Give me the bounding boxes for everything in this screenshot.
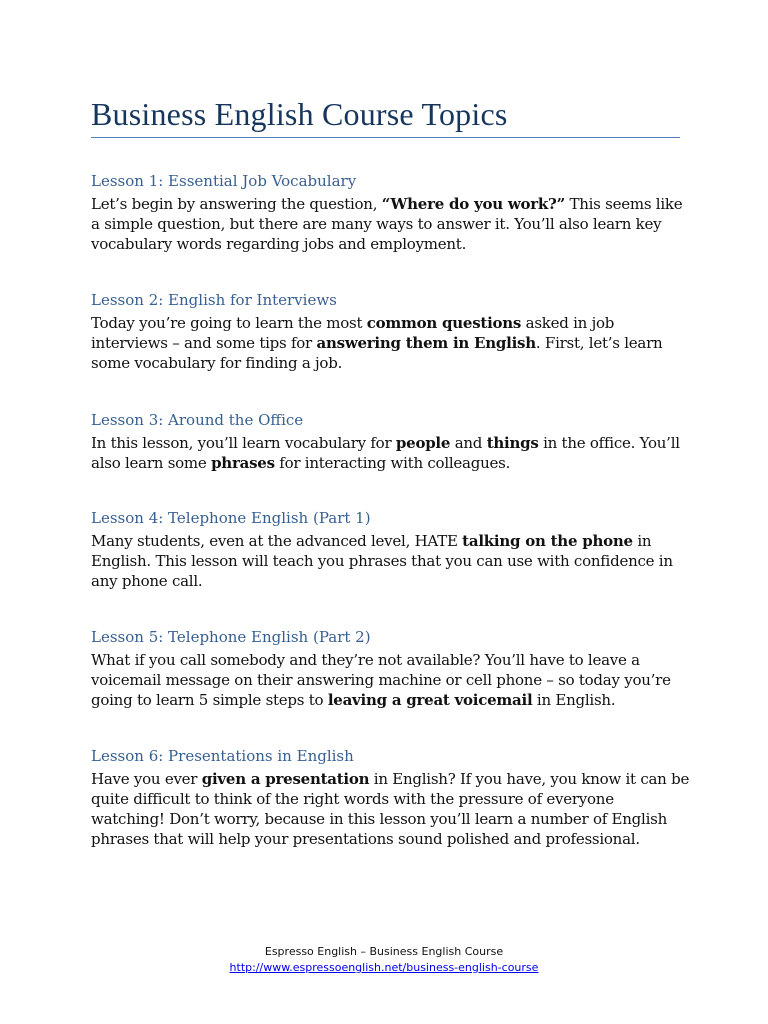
- lesson-body: [91, 769, 691, 849]
- lesson-heading: Lesson 3: Around the Office: [91, 411, 304, 429]
- body-text: asked in job interviews – and some tips for: [91, 314, 615, 352]
- lesson-body: [91, 313, 691, 373]
- emphasis-text: given a presentation: [201, 770, 370, 788]
- footer-course-link[interactable]: http://www.espressoenglish.net/business-english-course: [229, 961, 539, 974]
- lesson-heading: Lesson 1: Essential Job Vocabulary: [91, 172, 357, 190]
- emphasis-text: “Where do you work?”: [381, 195, 565, 213]
- emphasis-text: answering them in English: [316, 334, 536, 352]
- body-text: and: [450, 434, 487, 452]
- lesson-2: [91, 289, 691, 373]
- emphasis-text: things: [486, 434, 539, 452]
- emphasis-text: leaving a great voicemail: [327, 691, 533, 709]
- emphasis-text: common questions: [366, 314, 522, 332]
- body-text: What if you call somebody and they’re not available? You’ll have to leave a voicemail message on their answering machine or cell phone – so today you’re going to learn 5 simple steps to: [91, 651, 671, 709]
- body-text: In this lesson, you’ll learn vocabulary for: [91, 434, 396, 452]
- body-text: Many students, even at the advanced level, HATE: [91, 532, 463, 550]
- body-text: in English.: [532, 691, 616, 709]
- body-text: Today you’re going to learn the most: [91, 314, 367, 332]
- lesson-body: [91, 650, 691, 710]
- lesson-4: [91, 507, 691, 591]
- lesson-body: [91, 194, 691, 254]
- footer-course-name: Espresso English – Business English Course: [264, 945, 504, 958]
- lesson-heading: Lesson 2: English for Interviews: [91, 291, 337, 309]
- document-title: Business English Course Topics: [91, 96, 508, 132]
- body-text: in the office. You’ll also learn some: [91, 434, 680, 472]
- body-text: for interacting with colleagues.: [274, 454, 511, 472]
- body-text: in English. This lesson will teach you phrases that you can use with confidence in any phone call.: [91, 532, 673, 590]
- emphasis-text: talking on the phone: [462, 532, 633, 550]
- emphasis-text: people: [395, 434, 451, 452]
- lesson-heading: Lesson 5: Telephone English (Part 2): [91, 628, 371, 646]
- body-text: This seems like a simple question, but there are many ways to answer it. You’ll also learn key vocabulary words regarding jobs and employment.: [91, 195, 683, 253]
- lesson-5: [91, 626, 691, 710]
- lesson-6: [91, 745, 691, 849]
- lesson-body: [91, 433, 691, 473]
- page-footer: [0, 944, 768, 976]
- body-text: in English? If you have, you know it can be quite difficult to think of the right words with the pressure of everyone watching! Don’t worry, because in this lesson you’ll learn a number of English phrases that will help your presentations sound polished and professional.: [91, 770, 690, 848]
- body-text: Have you ever: [91, 770, 202, 788]
- lesson-body: [91, 531, 691, 591]
- lesson-heading: Lesson 4: Telephone English (Part 1): [91, 509, 371, 527]
- body-text: Let’s begin by answering the question,: [91, 195, 382, 213]
- title-divider: [91, 137, 680, 138]
- lesson-1: [91, 170, 691, 254]
- body-text: . First, let’s learn some vocabulary for finding a job.: [91, 334, 663, 372]
- emphasis-text: phrases: [211, 454, 275, 472]
- lesson-3: [91, 409, 691, 473]
- lesson-heading: Lesson 6: Presentations in English: [91, 747, 354, 765]
